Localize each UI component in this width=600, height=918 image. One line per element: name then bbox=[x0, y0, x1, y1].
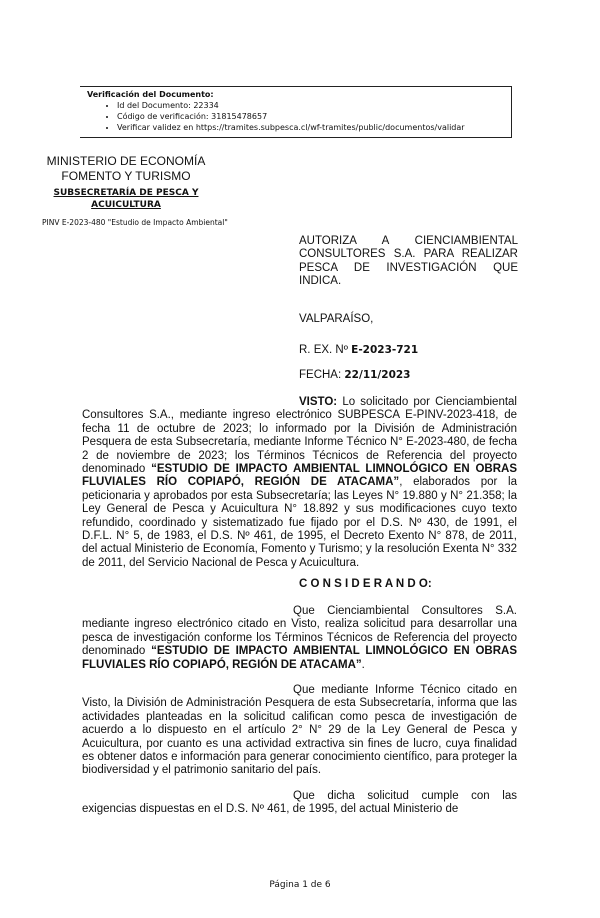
page-number: Página 1 de 6 bbox=[269, 880, 331, 890]
pinv-reference: PINV E-2023-480 "Estudio de Impacto Ambiental" bbox=[42, 218, 228, 227]
visto-label: VISTO: bbox=[299, 396, 338, 408]
visto-text-1: Lo solicitado por Cienciambiental Consultores S.A., mediante ingreso electrónico SUBPESCA E-PINV-2023-418, de fecha 11 de octubre de 2023; lo informado por la División de Administración Pesquera de esta Subsecretaría, mediante Informe Técnico N° E-2023-480, de fecha 2 de noviembre de 2023; los Términos Técnicos de Referencia del proyecto denominado bbox=[82, 396, 517, 476]
visto-project-name: “ESTUDIO DE IMPACTO AMBIENTAL LIMNOLÓGICO EN OBRAS FLUVIALES RÍO COPIAPÓ, REGIÓN DE ATACAMA” bbox=[82, 463, 517, 489]
considerando-paragraph-2: Que mediante Informe Técnico citado en Visto, la División de Administración Pesquera de esta Subsecretaría, informa que las actividades planteadas en la solicitud califican como pesca de investigación de acuerdo a lo dispuesto en el artículo 2° N° 29 de la Ley General de Pesca y Acuicultura, por cuanto es una actividad extractiva sin fines de lucro, cuya finalidad es obtener datos e información para generar conocimiento científico, para proteger la biodiversidad y el patrimonio sanitario del país. bbox=[82, 684, 517, 777]
considerando-paragraph-3: Que dicha solicitud cumple con las exigencias dispuestas en el D.S. Nº 461, de 1995, del actual Ministerio de bbox=[82, 790, 517, 816]
subsecretaria-heading: SUBSECRETARÍA DE PESCA Y ACUICULTURA bbox=[53, 188, 199, 210]
visto-text-2: , elaborados por la peticionaria y aprobados por esta Subsecretaría; las Leyes N° 19.880 y N° 21.358; la Ley General de Pesca y Acuicultura N° 18.892 y sus modificaciones cuyo texto refundido, coordinado y sistematizado fue fijado por el D.S. Nº 430, de 1991, el D.F.L. N° 5, de 1983, el D.S. Nº 461, de 1995, el Decreto Exento N° 878, de 2011, del actual Ministerio de Economía, Fomento y Turismo; y la resolución Exenta N° 332 de 2011, del Servicio Nacional de Pesca y Acuicultura. bbox=[82, 476, 517, 569]
visto-paragraph bbox=[82, 396, 517, 570]
verification-code: • Código de verificación: 31815478657 bbox=[117, 111, 511, 122]
considerando-paragraph-1 bbox=[82, 605, 517, 672]
date-value: 22/11/2023 bbox=[344, 369, 411, 381]
verification-title: Verificación del Documento: bbox=[87, 90, 214, 99]
considerando-p1-text: Que Cienciambiental Consultores S.A. mediante ingreso electrónico citado en Visto, realiza solicitud para desarrollar una pesca de investigación conforme los Términos Técnicos de Referencia del proyecto denominado bbox=[82, 605, 517, 658]
verification-id: • Id del Documento: 22334 bbox=[117, 100, 511, 111]
ministry-line-2: FOMENTO Y TURISMO bbox=[61, 169, 191, 183]
ministry-line-1: MINISTERIO DE ECONOMÍA bbox=[46, 154, 206, 168]
resolution-summary: AUTORIZA A CIENCIAMBIENTAL CONSULTORES S.A. PARA REALIZAR PESCA DE INVESTIGACIÓN QUE INDICA. bbox=[299, 235, 518, 288]
considerando-heading: C O N S I D E R A N D O: bbox=[299, 578, 432, 590]
verification-box bbox=[80, 86, 512, 138]
rex-number: E-2023-721 bbox=[351, 344, 419, 356]
verification-list bbox=[87, 100, 511, 133]
resolution-number-line bbox=[299, 344, 418, 357]
considerando-p1-end: . bbox=[361, 658, 365, 671]
date-line bbox=[299, 369, 411, 382]
date-label: FECHA: bbox=[299, 369, 342, 381]
considerando-p1-project: “ESTUDIO DE IMPACTO AMBIENTAL LIMNOLÓGICO EN OBRAS FLUVIALES RÍO COPIAPÓ, REGIÓN DE ATACAMA” bbox=[82, 645, 517, 671]
rex-label: R. EX. Nº bbox=[299, 344, 348, 356]
verification-url[interactable]: • Verificar validez en https://tramites.subpesca.cl/wf-tramites/public/documentos/validar bbox=[117, 122, 511, 133]
place: VALPARAÍSO, bbox=[299, 313, 374, 325]
